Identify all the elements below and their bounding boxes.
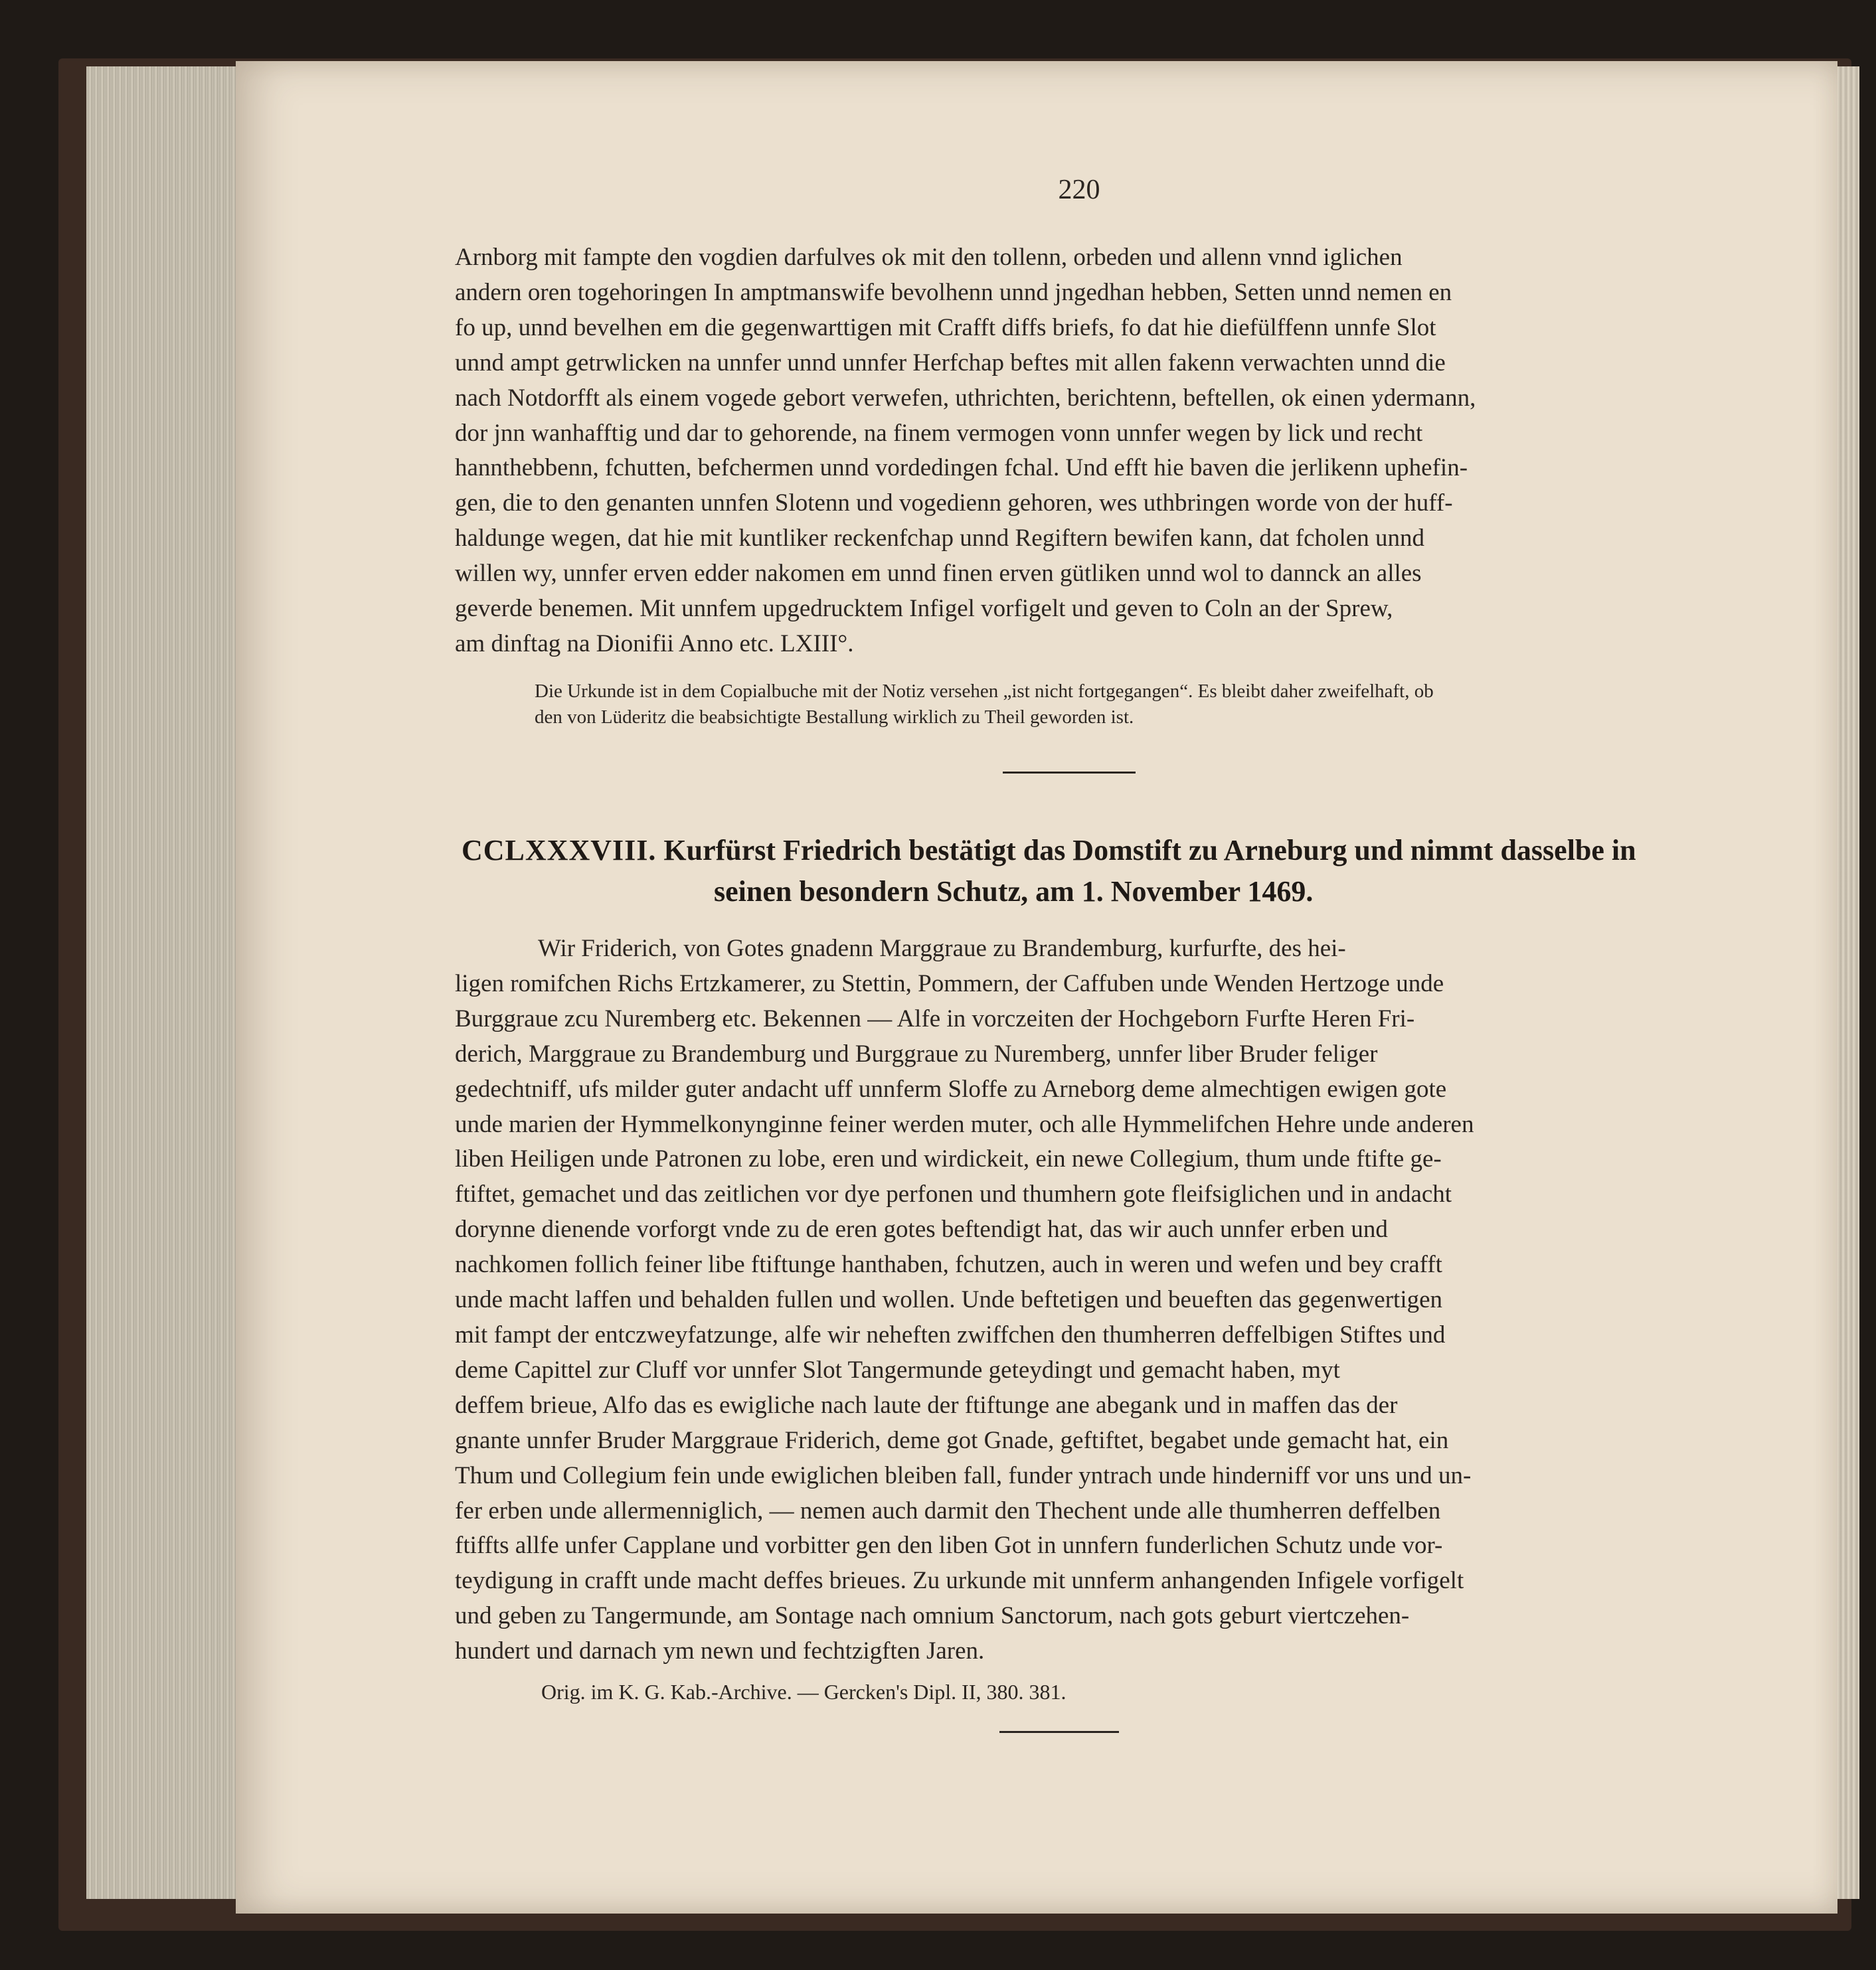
text-line: Arnborg mit fampte den vogdien darfulves ok mit den tollenn, orbeden und allenn vnnd iglichen — [455, 244, 1403, 271]
text-line: Thum und Collegium fein unde ewiglichen bleiben fall, funder yntrach unde hinderniff vor uns und un- — [455, 1461, 1472, 1489]
note-line: den von Lüderitz die beabsichtigte Bestallung wirklich zu Theil geworden ist. — [535, 706, 1134, 728]
heading-line-2: seinen besondern Schutz, am 1. November 1469. — [714, 875, 1314, 908]
text-line: unde marien der Hymmelkonynginne feiner werden muter, och alle Hymmelifchen Hehre unde anderen — [455, 1110, 1474, 1138]
note-line: Die Urkunde ist in dem Copialbuche mit der Notiz versehen „ist nicht fortgegangen“. Es bleibt daher zweifelhaft, ob — [535, 681, 1434, 702]
text-line: dorynne dienende vorforgt vnde zu de eren gotes beftendigt hat, das wir auch unnfer erben und — [455, 1216, 1388, 1244]
text-line: Wir Friderich, von Gotes gnadenn Marggraue zu Brandemburg, kurfurfte, des hei- — [538, 935, 1346, 962]
page-number: 220 — [1058, 175, 1100, 205]
text-line: ftiffts allfe unfer Capplane und vorbitter gen den liben Got in unnfern funderlichen Schutz unde vor- — [455, 1532, 1443, 1560]
text-line: ftiftet, gemachet und das zeitlichen vor dye perfonen und thumhern gote fleifsiglichen und in andacht — [455, 1181, 1452, 1208]
page-edges-left — [86, 66, 239, 1899]
text-line: nach Notdorfft als einem vogede gebort verwefen, uthrichten, berichtenn, beftellen, ok einen ydermann, — [455, 384, 1476, 412]
text-line: unde macht laffen und behalden fullen und wollen. Unde beftetigen und beueften das gegenwertigen — [455, 1286, 1443, 1314]
text-line: unnd ampt getrwlicken na unnfer unnd unnfer Herfchap beftes mit allen fakenn verwachten unnd die — [455, 349, 1446, 376]
text-line: deme Capittel zur Cluff vor unnfer Slot Tangermunde geteydingt und gemacht haben, myt — [455, 1356, 1340, 1384]
footnote — [455, 679, 1687, 730]
text-line: hundert und darnach ym newn und fechtzigften Jaren. — [455, 1637, 985, 1665]
text-line: teydigung in crafft unde macht deffes brieues. Zu urkunde mit unnferm anhangenden Infigele vorfigelt — [455, 1567, 1464, 1595]
text-line: dor jnn wanhafftig und dar to gehorende, na finem vermogen vonn unnfer wegen by lick und recht — [455, 419, 1423, 447]
text-line: deffem brieue, Alfo das es ewigliche nach laute der ftiftunge ane abegank und in maffen das der — [455, 1391, 1398, 1419]
text-line: andern oren togehoringen In amptmanswife bevolhenn unnd jngedhan hebben, Setten unnd nemen en — [455, 278, 1452, 306]
text-line: haldunge wegen, dat hie mit kuntliker reckenfchap unnd Regiftern bewifen kann, dat fcholen unnd — [455, 525, 1424, 552]
heading-line-1: Kurfürst Friedrich bestätigt das Domstift zu Arneburg und nimmt dasselbe in — [663, 834, 1636, 866]
section-divider — [1003, 772, 1136, 774]
text-line: gnante unnfer Bruder Marggraue Friderich, deme got Gnade, geftiftet, begabet unde gemacht hat, ein — [455, 1426, 1449, 1454]
text-line: nachkomen follich feiner libe ftiftunge hanthaben, fchutzen, auch in weren und wefen und bey crafft — [455, 1251, 1442, 1279]
text-line: fer erben unde allermenniglich, — nemen auch darmit den Thechent unde alle thumherren deffelben — [455, 1497, 1441, 1524]
section-heading — [462, 830, 1690, 912]
text-line: mit fampt der entczweyfatzunge, alfe wir neheften zwiffchen den thumherren deffelbigen Stiftes und — [455, 1321, 1446, 1349]
text-line: gen, die to den genanten unnfen Slotenn und vogedienn gehoren, wes uthbringen worde von der huff- — [455, 489, 1453, 517]
top-paragraph — [455, 240, 1687, 662]
text-line: hannthebbenn, fchutten, befchermen unnd vordedingen fchal. Und efft hie baven die jerlikenn uphefin- — [455, 454, 1468, 482]
text-line: geverde benemen. Mit unnfem upgedrucktem Infigel vorfigelt und geven to Coln an der Sprew, — [455, 595, 1393, 623]
text-line: fo up, unnd bevelhen em die gegenwarttigen mit Crafft diffs briefs, fo dat hie diefülffenn unnfe Slot — [455, 313, 1436, 341]
text-line: Burggraue zcu Nuremberg etc. Bekennen — Alfe in vorczeiten der Hochgeborn Furfte Heren Fri- — [455, 1005, 1415, 1032]
end-divider — [999, 1731, 1119, 1733]
text-line: willen wy, unnfer erven edder nakomen em unnd finen erven gütliken unnd wol to dannck an alles — [455, 560, 1422, 588]
text-line: derich, Marggraue zu Brandemburg und Burggraue zu Nuremberg, unnfer liber Bruder feliger — [455, 1040, 1378, 1068]
text-line: ligen romifchen Richs Ertzkamerer, zu Stettin, Pommern, der Caffuben unde Wenden Hertzoge unde — [455, 969, 1444, 997]
charter-number: CCLXXXVIII. — [462, 834, 657, 866]
text-line: gedechtniff, ufs milder guter andacht uff unnferm Sloffe zu Arneborg deme almechtigen ewigen gote — [455, 1075, 1447, 1103]
source-citation: Orig. im K. G. Kab.-Archive. — Gercken's Dipl. II, 380. 381. — [541, 1680, 1066, 1704]
main-paragraph — [455, 932, 1687, 1669]
text-line: und geben zu Tangermunde, am Sontage nach omnium Sanctorum, nach gots geburt viertczehen- — [455, 1602, 1410, 1630]
text-line: liben Heiligen unde Patronen zu lobe, eren und wirdickeit, ein newe Collegium, thum unde ftifte ge- — [455, 1145, 1442, 1173]
text-line: am dinftag na Dionifii Anno etc. LXIII°. — [455, 629, 854, 657]
